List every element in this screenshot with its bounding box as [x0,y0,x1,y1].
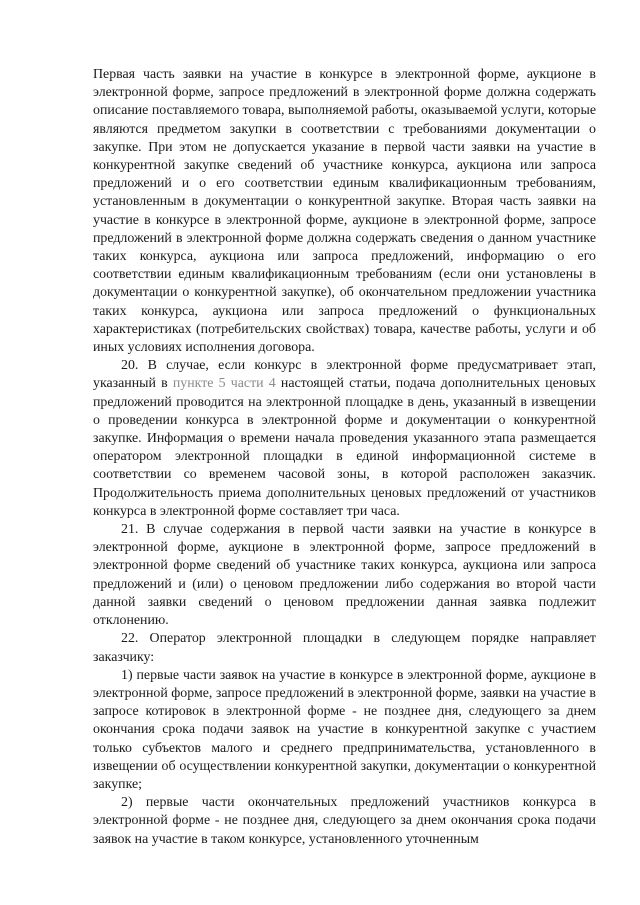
paragraph-clause-22-item-1 [93,667,596,794]
paragraph-text: 2) первые части окончательных предложений участников конкурса в электронной форме - не позднее дня, следующего за днем окончания срока подачи заявок на участие в таком конкурсе, установленного уточненным [93,795,596,847]
paragraph-text: настоящей статьи, подача дополнительных ценовых предложений проводится на электронной площадке в день, указанный в извещении о проведении конкурса в электронной форме и документации о конкурентной закупке. Информация о времени начала проведения указанного этапа размещается оператором электронной площадки в единой информационной системе в соответствии со временем часовой зоны, в которой расположен заказчик. Продолжительность приема дополнительных ценовых предложений от участников конкурса в электронной форме составляет три часа. [93,376,596,519]
paragraph-intro [93,66,596,357]
paragraph-text: 1) первые части заявок на участие в конкурсе в электронной форме, аукционе в электронной форме, запросе предложений в электронной форме, заявки на участие в запросе котировок в электронной форме - не позднее дня, следующего за днем окончания срока подачи заявок на участие в конкурентной закупке с участием только субъектов малого и среднего предпринимательства, установленного в извещении об осуществлении конкурентной закупки, документации о конкурентной закупке; [93,667,596,792]
paragraph-text: 20. В случае, если конкурс в электронной форме предусматривает этап, указанный в [93,358,596,392]
paragraph-text: Первая часть заявки на участие в конкурсе в электронной форме, аукционе в электронной форме, запросе предложений в электронной форме должна содержать описание поставляемого товара, выполняемой работы, оказываемой услуги, которые являются предметом закупки в соответствии с требованиями документации о закупке. При этом не допускается указание в первой части заявки на участие в конкурентной закупке сведений об участнике конкурса, аукциона или запроса предложений и о его соответствии единым квалификационным требованиям, установленным в документации о конкурентной закупке. Вторая часть заявки на участие в конкурсе в электронной форме, аукционе в электронной форме, запросе предложений в электронной форме должна содержать сведения о данном участнике таких конкурса, аукциона или запроса предложений, информацию о его соответствии единым квалификационным требованиям (если они установлены в документации о конкурентной закупке), об окончательном предложении участника таких конкурса, аукциона или запроса предложений о функциональных характеристиках (потребительских свойствах) товара, качестве работы, услуги и об иных условиях исполнения договора. [93,67,596,356]
paragraph-text: 21. В случае содержания в первой части заявки на участие в конкурсе в электронной форме, аукционе в электронной форме, запросе предложений в электронной форме сведений об участнике таких конкурса, аукциона или запроса предложений и (или) о ценовом предложении либо содержания во второй части данной заявки сведений о ценовом предложении данная заявка подлежит отклонению. [93,522,596,629]
paragraph-clause-21 [93,521,596,630]
paragraph-clause-20 [93,357,596,521]
paragraph-text: 22. Оператор электронной площадки в следующем порядке направляет заказчику: [93,631,596,665]
paragraph-clause-22 [93,630,596,666]
legal-reference-link[interactable]: пункте 5 части 4 [172,376,276,392]
document-page [93,66,596,849]
paragraph-clause-22-item-2 [93,794,596,849]
